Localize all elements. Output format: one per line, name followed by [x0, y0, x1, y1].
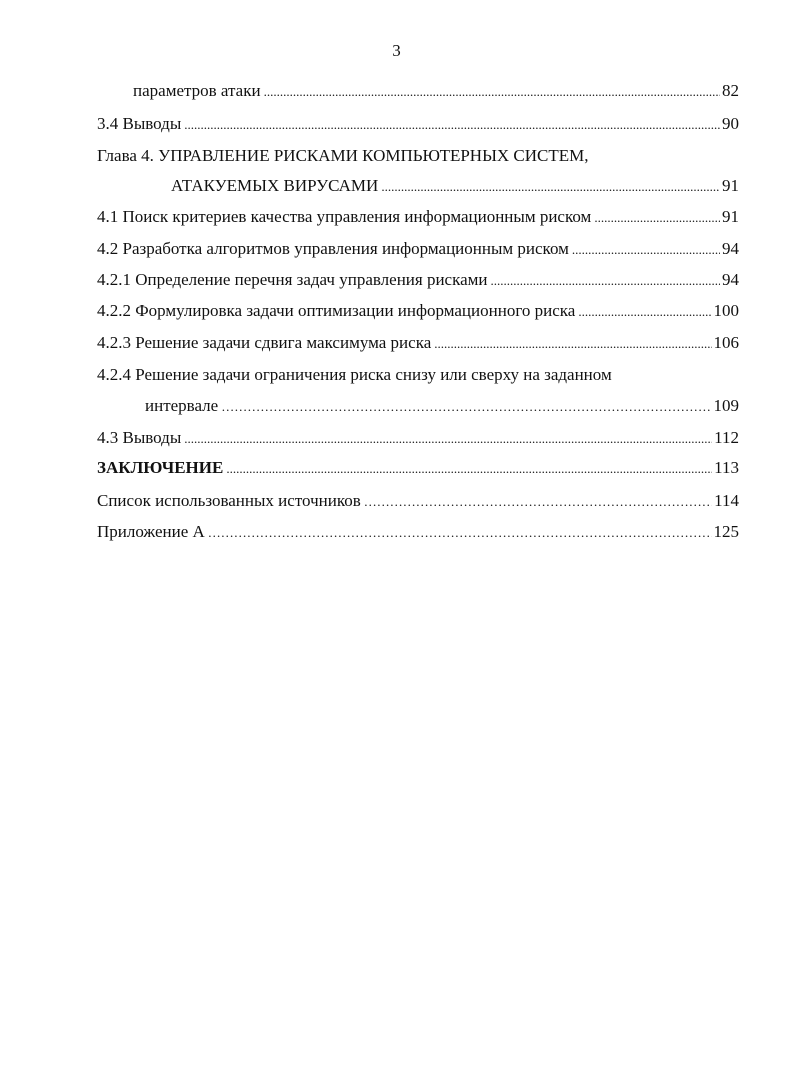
toc-entry — [97, 238, 739, 261]
toc-entry — [97, 269, 739, 292]
dot-leader — [264, 81, 720, 103]
toc-entry-title: Список использованных источников — [97, 491, 361, 510]
toc-entry — [97, 332, 739, 355]
toc-entry — [97, 206, 739, 229]
dot-leader — [381, 176, 720, 198]
chapter-heading: Глава 4. УПРАВЛЕНИЕ РИСКАМИ КОМПЬЮТЕРНЫХ СИСТЕМ, — [97, 146, 589, 165]
dot-leader — [578, 301, 711, 323]
dot-leader — [184, 114, 720, 136]
toc-entry-title: АТАКУЕМЫХ ВИРУСАМИ — [171, 176, 379, 195]
toc-entry-title: 4.2.1 Определение перечня задач управления рисками — [97, 270, 488, 289]
toc-entry-title: 4.2.2 Формулировка задачи оптимизации информационного риска — [97, 301, 576, 320]
toc-entry-page: 91 — [722, 176, 739, 195]
page-number: 3 — [392, 41, 401, 60]
dot-leader — [491, 270, 720, 292]
toc-entry — [97, 457, 739, 480]
dot-leader — [594, 207, 720, 229]
toc-entry-page: 91 — [722, 207, 739, 226]
toc-entry-page: 125 — [713, 522, 739, 541]
toc-entry — [97, 300, 739, 323]
toc-entry-page: 113 — [714, 458, 739, 477]
dot-leader — [572, 239, 720, 261]
toc-entry-title: параметров атаки — [133, 81, 261, 100]
dot-leader — [226, 458, 712, 480]
toc-entry-page: 114 — [714, 491, 739, 510]
toc-entry-page: 100 — [713, 301, 739, 320]
toc-entry-page: 82 — [722, 81, 739, 100]
toc-entry-title: 4.2.3 Решение задачи сдвига максимума риска — [97, 333, 432, 352]
toc-entry-page: 112 — [714, 428, 739, 447]
toc-entry-page: 94 — [722, 270, 739, 289]
toc-entry-title: интервале — [145, 396, 219, 415]
toc-entry — [97, 521, 739, 544]
dot-leader — [434, 333, 711, 355]
toc-entry — [97, 427, 739, 450]
toc-entry-page: 109 — [713, 396, 739, 415]
toc-entry-page: 94 — [722, 239, 739, 258]
toc-entry-title: ЗАКЛЮЧЕНИЕ — [97, 458, 224, 477]
dot-leader — [221, 396, 711, 418]
section-heading: 4.2.4 Решение задачи ограничения риска снизу или сверху на заданном — [97, 365, 612, 384]
toc-entry-title: 3.4 Выводы — [97, 114, 182, 133]
toc-entry — [97, 113, 739, 136]
toc-entry-title: 4.2 Разработка алгоритмов управления информационным риском — [97, 239, 569, 258]
dot-leader — [364, 491, 712, 513]
toc-entry-page: 106 — [713, 333, 739, 352]
toc-entry-page: 90 — [722, 114, 739, 133]
toc-entry — [145, 395, 739, 418]
toc-entry — [171, 175, 739, 198]
dot-leader — [208, 522, 712, 544]
toc-entry — [133, 80, 739, 103]
toc-entry-title: 4.3 Выводы — [97, 428, 182, 447]
toc-entry-title: Приложение А — [97, 522, 205, 541]
dot-leader — [184, 428, 712, 450]
toc-entry — [97, 490, 739, 513]
toc-entry-title: 4.1 Поиск критериев качества управления информационным риском — [97, 207, 592, 226]
